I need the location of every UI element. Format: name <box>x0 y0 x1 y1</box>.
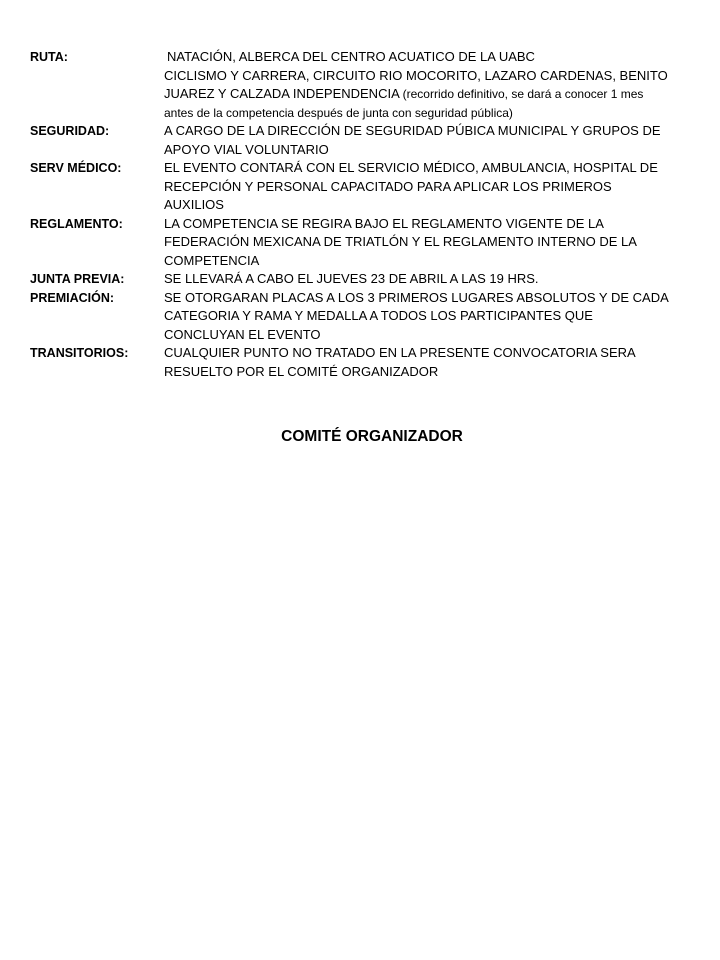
section-label-serv-medico: SERV MÉDICO: <box>30 161 122 175</box>
section-value-transitorios <box>164 344 714 381</box>
reglamento-line-2: FEDERACIÓN MEXICANA DE TRIATLÓN Y EL REGLAMENTO INTERNO DE LA <box>164 234 637 249</box>
reglamento-line-3: COMPETENCIA <box>164 252 260 268</box>
ruta-line-3 <box>164 85 714 104</box>
section-value-ruta <box>164 48 714 122</box>
serv-medico-line-3: AUXILIOS <box>164 197 224 212</box>
section-serv-medico <box>30 159 714 215</box>
document-body <box>30 48 714 381</box>
reglamento-line-1: LA COMPETENCIA SE REGIRA BAJO EL REGLAMENTO VIGENTE DE LA <box>164 215 604 231</box>
serv-medico-line-1: EL EVENTO CONTARÁ CON EL SERVICIO MÉDICO, AMBULANCIA, HOSPITAL DE <box>164 160 658 175</box>
section-label-ruta: RUTA: <box>30 50 68 64</box>
premiacion-line-1: SE OTORGARAN PLACAS A LOS 3 PRIMEROS LUGARES ABSOLUTOS Y DE CADA <box>164 289 669 305</box>
seguridad-line-2: APOYO VIAL VOLUNTARIO <box>164 141 329 157</box>
section-junta-previa <box>30 270 714 289</box>
section-transitorios <box>30 344 714 381</box>
ruta-line-2: CICLISMO Y CARRERA, CIRCUITO RIO MOCORITO, LAZARO CARDENAS, BENITO <box>164 67 668 83</box>
section-label-transitorios: TRANSITORIOS: <box>30 346 129 360</box>
ruta-line-3-note: (recorrido definitivo, se dará a conocer 1 mes <box>402 87 644 101</box>
section-label-junta-previa: JUNTA PREVIA: <box>30 272 125 286</box>
section-premiacion <box>30 289 714 345</box>
section-label-premiacion: PREMIACIÓN: <box>30 290 115 305</box>
ruta-line-3-main: JUAREZ Y CALZADA INDEPENDENCIA <box>164 86 403 101</box>
serv-medico-line-2: RECEPCIÓN Y PERSONAL CAPACITADO PARA APLICAR LOS PRIMEROS <box>164 178 612 194</box>
section-ruta <box>30 48 714 122</box>
premiacion-line-2: CATEGORIA Y RAMA Y MEDALLA A TODOS LOS PARTICIPANTES QUE <box>164 308 593 323</box>
section-label-seguridad: SEGURIDAD: <box>30 124 110 138</box>
ruta-line-1: NATACIÓN, ALBERCA DEL CENTRO ACUATICO DE LA UABC <box>167 49 535 64</box>
seguridad-line-1: A CARGO DE LA DIRECCIÓN DE SEGURIDAD PÚBICA MUNICIPAL Y GRUPOS DE <box>164 123 661 138</box>
section-seguridad <box>30 122 714 159</box>
section-label-reglamento: REGLAMENTO: <box>30 216 123 231</box>
footer-title: COMITÉ ORGANIZADOR <box>281 428 463 445</box>
section-value-junta-previa <box>164 270 714 289</box>
section-value-seguridad <box>164 122 714 159</box>
section-value-premiacion <box>164 289 714 345</box>
section-value-reglamento <box>164 215 714 271</box>
section-value-serv-medico <box>164 159 714 215</box>
transitorios-line-1: CUALQUIER PUNTO NO TRATADO EN LA PRESENTE CONVOCATORIA SERA <box>164 345 636 360</box>
ruta-line-4-note: antes de la competencia después de junta con seguridad pública) <box>164 105 513 120</box>
section-reglamento <box>30 215 714 271</box>
junta-previa-line-1: SE LLEVARÁ A CABO EL JUEVES 23 DE ABRIL A LAS 19 HRS. <box>164 271 539 286</box>
premiacion-line-3: CONCLUYAN EL EVENTO <box>164 326 321 342</box>
transitorios-line-2: RESUELTO POR EL COMITÉ ORGANIZADOR <box>164 363 439 379</box>
